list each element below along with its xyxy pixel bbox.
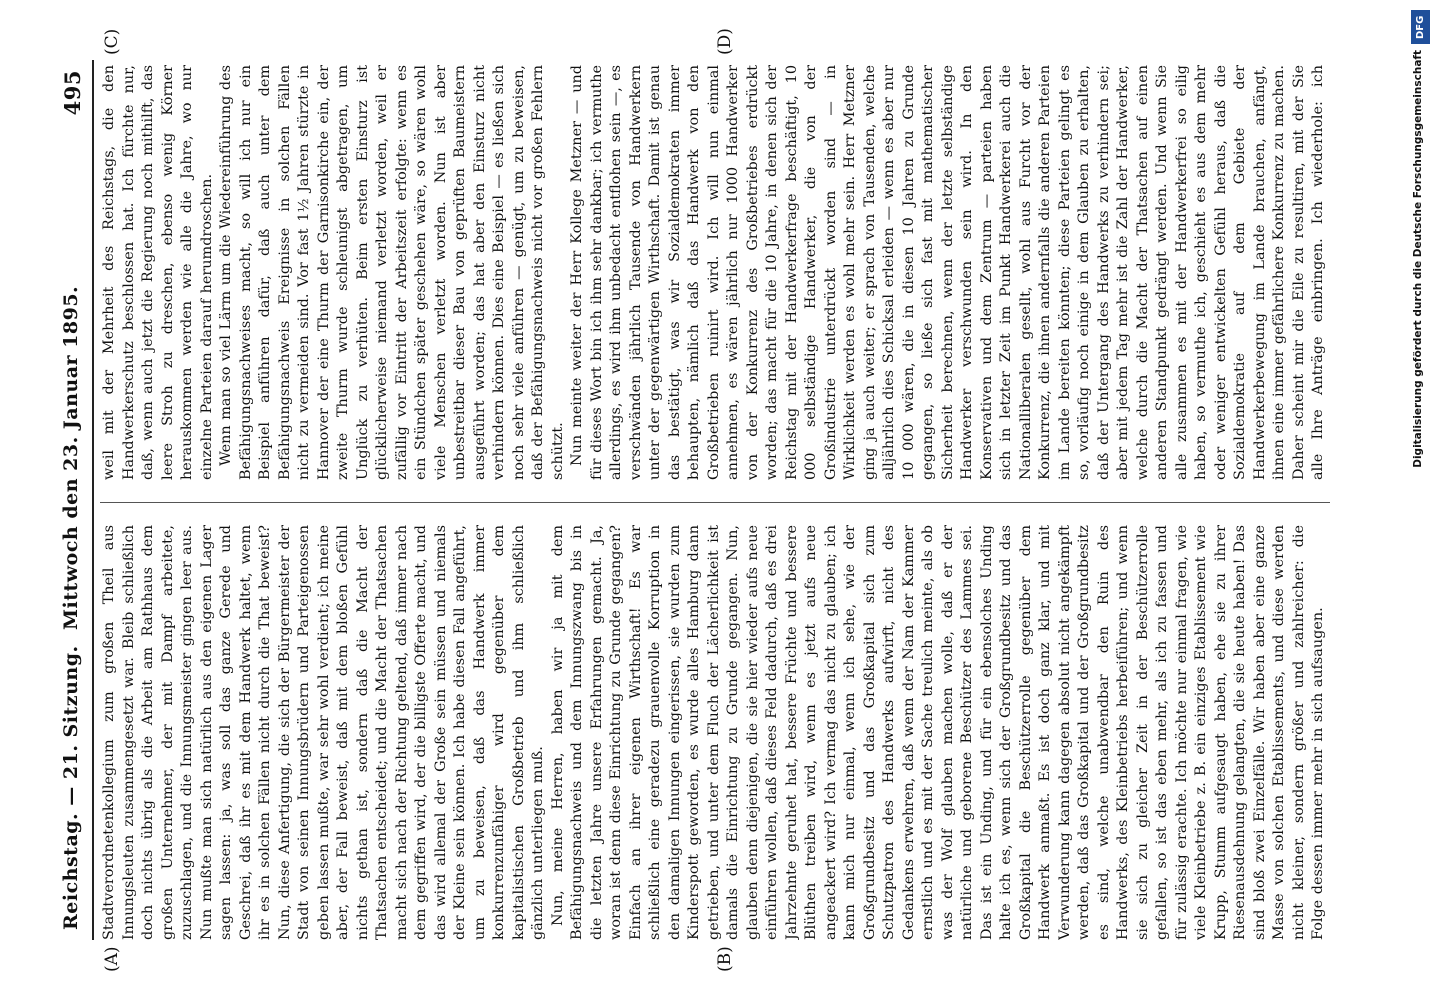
dfg-logo: DFG	[1411, 10, 1430, 44]
header-session: Reichstag. — 21. Sitzung.	[60, 645, 82, 930]
page-number: 495	[60, 70, 85, 116]
marker-a: (A)	[102, 946, 122, 972]
right-paragraph: Wenn man so viel Lärm um die Wiedereinführung des Befähigungsnachweises macht, so will ich nur ein Beispiel anführen dafür, daß auch unter dem Befähigungsnachweis Ereignisse in solchen Fällen nicht zu vermeiden sind. Vor fast 1½ Jahren stürzte in Hannover der eine Thurm der Garnisonkirche ein, der zweite Thurm wurde schleunigst abgetragen, um Unglück zu verhüten. Beim ersten Einsturz ist glücklicherweise niemand verletzt worden, weil er zufällig vor Eintritt der Arbeitszeit erfolgte: wenn es ein Stündchen später geschehen wäre, so wären wohl viele Menschen verletzt worden. Nun ist aber unbestreitbar dieser Bau von geprüften Baumeistern ausgeführt worden; das hat aber den Einsturz nicht verhindern können. Dies eine Beispiel — es ließen sich noch sehr viele anführen — genügt, um zu beweisen, daß der Befähigungsnachweis nicht vor großen Fehlern schützt.	[218, 65, 566, 480]
header-rule	[92, 60, 94, 940]
left-paragraph	[1329, 525, 1331, 940]
right-paragraph: Nun meinte weiter der Herr Kollege Metzner — und für dieses Wort bin ich ihm sehr dankbar; ich vermuthe allerdings, es wird ihm unbedacht entflohen sein —, es verschwänden jährlich Tausende von Handwerkern unter der gegenwärtigen Wirthschaft. Damit ist genau das bestätigt, was wir Sozialdemokraten immer behaupten, nämlich daß das Handwerk von den Großbetrieben ruinirt wird. Ich will nun einmal annehmen, es wären jährlich nur 1000 Handwerker von der Konkurrenz des Großbetriebes erdrückt worden; das macht für die 10 Jahre, in denen sich der Reichstag mit der Handwerkerfrage beschäftigt, 10 000 selbständige Handwerker, die von der Großindustrie unterdrückt worden sind — in Wirklichkeit werden es wohl mehr sein. Herr Metzner ging ja auch weiter; er sprach von Tausenden, welche alljährlich dies Schicksal erleiden — wenn es aber nur 10 000 wären, die in diesen 10 Jahren zu Grunde gegangen, so ließe sich fast mit mathematischer Sicherheit berechnen, wenn der letzte selbständige Handwerker verschwunden sein wird. In den Konservativen und dem Zentrum — parteien haben sich in letzter Zeit im Punkt Handwerkerei auch die Nationalliberalen gesellt, wohl aus Furcht vor der Konkurrenz, die ihnen andernfalls die anderen Parteien im Lande bereiten könnten; diese Parteien gelingt es so, vorläufig noch einige in dem Glauben zu erhalten, daß der Untergang des Handwerks zu verhindern sei; aber mit jedem Tag mehr ist die Zahl der Handwerker, welche durch die Macht der Thatsachen auf einen anderen Standpunkt gedrängt werden. Und wenn Sie alle zusammen es mit der Handwerkerfrei so eilig haben, so vermuthe ich, geschieht es aus dem mehr oder weniger entwickelten Gefühl heraus, daß die Sozialdemokratie auf dem Gebiete der Handwerkerbewegung im Lande brauchen, anfängt, ihnen eine immer gefährlichere Konkurrenz zu machen. Daher scheint mir die Eile zu resultiren, mit der Sie alle Ihre Anträge einbringen. Ich wiederhole: ich	[569, 65, 1326, 480]
left-paragraph: Nun, meine Herren, haben wir ja mit dem Befähigungsnachweis und dem Innungszwang bis in die letzten Jahre unsere Erfahrungen gemacht. Ja, woran ist denn diese Einrichtung zu Grunde gegangen? Einfach an ihrer eigenen Wirthschaft! Es war schließlich eine geradezu grauenvolle Korruption in den damaligen Innungen eingerissen, sie wurden zum Kinderspott geworden, es wurde alles Hamburg dann getrieben, und unter dem Fluch der Lächerlichkeit ist damals die Einrichtung zu Grunde gegangen. Nun, glauben denn diejenigen, die sie hier wieder aufs neue einführen wollen, daß dieses Feld dadurch, daß es drei Jahrzehnte geruhet hat, bessere Früchte und bessere Blüthen treiben wird, wenn es jetzt aufs neue angeackert wird? Ich vermag das nicht zu glauben; ich kann mich nur einmal, wenn ich sehe, wie der Großgrundbesitz und das Großkapital sich zum Schutzpatron des Handwerks aufwirft, nicht des Gedankens erwehren, daß wenn der Nam der Kammer ernstlich und es mit der Sache treulich meinte, als ob was der Wolf glauben machen wolle, daß er der natürliche und geborene Beschützer des Lammes sei. Das ist ein Unding, und für ein ebensolches Unding halte ich es, wenn sich der Großgrundbesitz und das Großkapital die Beschützerrolle gegenüber dem Handwerk anmaßt. Es ist doch ganz klar, und mit Verwunderung kann dagegen absolut nicht angekämpft werden, daß das Großkapital und der Großgrundbesitz es sind, welche unabwendbar den Ruin des Handwerks, des Kleinbetriebs herbeiführen; und wenn sie sich zu gleicher Zeit in der Beschützerrolle gefallen, so ist das eben mehr, als ich zu fassen und für zulässig erachte. Ich möchte nur einmal fragen, wie viele Kleinbetriebe z. B. ein einziges Etablissement wie Krupp, Stumm aufgesaugt haben, ehe sie zu ihrer Riesenausdehnung gelangten, die sie heute haben! Das sind bloß zwei Einzelfälle. Wir haben aber eine ganze Masse von solchen Etablissements, und diese werden nicht kleiner, sondern größer und zahlreicher: die Folge dessen immer mehr in sich aufsaugen.	[549, 525, 1326, 940]
right-paragraph: weil mit der Mehrheit des Reichstags, die den Handwerkerschutz beschlossen hat. Ich fürchte nur, daß, wenn auch jetzt die Regierung noch mithilft, das leere Stroh zu dreschen, ebenso wenig Körner herauskommen werden wie alle die Jahre, wo nur einzelne Parteien darauf herumdroschen.	[101, 65, 215, 480]
left-paragraph: Stadtverordnetenkollegium zum großen Theil aus Innungsleuten zusammengesetzt war. Bleib schließlich doch nichts übrig als die Arbeit am Rathhaus dem großen Unternehmer, der mit Dampf arbeitete, zuzuschlagen, und die Innungsmeister gingen leer aus. Nun mußte man sich natürlich aus den eigenen Lager sagen lassen: ja, was soll das ganze Gerede und Geschrei, daß ihr es mit dem Handwerk haltet, wenn ihr es in solchen Fällen nicht durch die That beweist? Nun, diese Anfertigung, die sich der Bürgermeister der Stadt von seinen Innungsbrüdern und Parteigenossen geben lassen mußte, war sehr wohl verdient; ich meine aber, der Fall beweist, daß mit dem bloßen Gefühl nichts gethan ist, sondern daß die Macht der Thatsachen entscheidet; und die Macht der Thatsachen macht sich nach der Richtung geltend, daß immer nach dem gegriffen wird, der die billigste Offerte macht, und das wird allemal der Große sein müssen und niemals der Kleine sein können. Ich habe diesen Fall angeführt, um zu beweisen, daß das Handwerk immer konkurrenzunfähiger wird gegenüber dem kapitalistischen Großbetrieb und ihm schließlich gänzlich unterliegen muß.	[101, 525, 546, 940]
marker-d: (D)	[715, 28, 735, 55]
digitization-credit: Digitalisierung gefördert durch die Deutsche Forschungsgemeinschaft	[1412, 50, 1424, 468]
marker-b: (B)	[715, 946, 735, 972]
marker-c: (C)	[102, 28, 122, 55]
page-header	[60, 70, 90, 930]
right-column	[100, 65, 1330, 480]
column-divider	[100, 502, 1330, 503]
header-date: Mittwoch den 23. Januar 1895.	[60, 285, 82, 630]
digitization-stamp	[1409, 5, 1432, 995]
left-column	[100, 525, 1330, 940]
